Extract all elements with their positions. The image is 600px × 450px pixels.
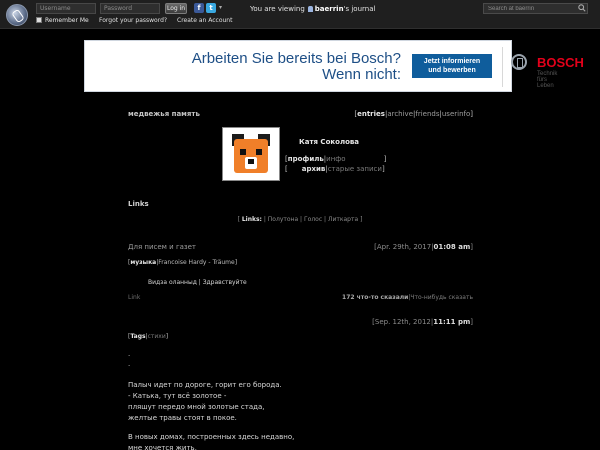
ad-brand: BOSCH (537, 55, 584, 70)
entry-time: 01:08 am (433, 243, 471, 251)
viewing-prefix: You are viewing (250, 5, 305, 13)
poem-line: - Катька, тут всё золотое - (128, 392, 227, 400)
viewing-suffix: 's journal (343, 5, 376, 13)
profile-desc: инфо (326, 155, 346, 163)
poem-line: мне хочется жить, (128, 444, 197, 450)
bear-eye-right (256, 149, 262, 155)
twitter-icon[interactable]: t (206, 3, 216, 13)
separator-mark: · (128, 362, 131, 370)
profile-links: [профиль|инфо ] [ архив|старые записи] (285, 155, 387, 173)
user-icon (308, 6, 313, 12)
poem-text (128, 380, 294, 450)
profile-link[interactable]: профиль (287, 155, 324, 163)
entry-date-text: Apr. 29th, 2017 (376, 243, 432, 251)
display-name: Катя Соколова (299, 138, 360, 146)
entry-music: [музыка|Francoise Hardy - Träume] (128, 259, 238, 266)
viewing-notice (250, 5, 375, 13)
login-button[interactable]: Log in (166, 5, 186, 12)
username-input[interactable] (36, 3, 96, 14)
remember-label: Remember Me (45, 17, 89, 24)
link-golos[interactable]: Голос (303, 216, 323, 223)
journal-nav: [entries|archive|friends|userinfo] (354, 110, 473, 118)
facebook-icon[interactable]: f (194, 3, 204, 13)
ad-cta-line1: Jetzt informieren (423, 58, 481, 65)
ad-banner[interactable] (84, 40, 584, 92)
nav-userinfo[interactable]: userinfo (441, 110, 471, 118)
entry-tags: [Tags|стихи] (128, 333, 169, 340)
top-bar (0, 0, 600, 29)
ad-divider (502, 47, 503, 87)
ad-cta-button[interactable] (412, 54, 492, 78)
nav-friends[interactable]: friends (415, 110, 440, 118)
link-litkarta[interactable]: Литкарта (327, 216, 359, 223)
entry-link[interactable]: Link (128, 294, 141, 301)
remember-checkbox[interactable] (36, 17, 42, 23)
links-label: Links: (241, 216, 262, 223)
forgot-password-link[interactable]: Forgot your password? (99, 17, 168, 24)
bear-eye-left (240, 149, 246, 155)
archive-link[interactable]: архив (301, 165, 326, 173)
bosch-emblem-icon (511, 54, 527, 70)
poem-line: Палыч идет по дороге, горит его борода. (128, 381, 282, 389)
entry-date[interactable]: [Apr. 29th, 2017|01:08 am] (374, 243, 473, 251)
add-comment-link[interactable]: Что-нибудь сказать (410, 294, 473, 301)
separator-mark: · (128, 352, 131, 360)
entry-date[interactable]: [Sep. 12th, 2012|11:11 pm] (372, 318, 473, 326)
poem-line: пляшут передо мной золотые стада, (128, 403, 265, 411)
link-polutona[interactable]: Полутона (267, 216, 299, 223)
chevron-down-icon[interactable]: ▾ (219, 4, 223, 11)
links-heading: Links (128, 200, 149, 208)
poem-line: В новых домах, построенных здесь недавно, (128, 433, 295, 441)
poem-line (128, 424, 294, 432)
poem-line: желтые травы стоят в покое. (128, 414, 237, 422)
ad-line1: Arbeiten Sie bereits bei Bosch? (191, 50, 401, 67)
links-row: [ Links: | Полутона | Голос | Литкарта ] (237, 216, 363, 223)
entry-time: 11:11 pm (433, 318, 471, 326)
search-icon[interactable] (578, 4, 586, 12)
password-input[interactable] (100, 3, 160, 14)
search-input[interactable] (483, 3, 588, 14)
viewing-user-link[interactable]: baerrin (314, 5, 344, 13)
remember-me[interactable] (36, 17, 89, 24)
archive-desc: старые записи (327, 165, 382, 173)
bear-nose (245, 157, 257, 169)
ad-line2: Wenn nicht: (322, 66, 401, 83)
comments-count-link[interactable]: 172 что-то сказали (342, 294, 409, 301)
userpic[interactable] (222, 127, 280, 181)
tag-link[interactable]: стихи (147, 333, 166, 340)
ad-tagline: Technik fürs Leben (537, 71, 558, 89)
entry-body: Видза оланныд | Здравствуйте (148, 279, 247, 286)
entry-title[interactable]: Для писем и газет (128, 243, 197, 251)
ad-cta-line2: und bewerben (428, 67, 476, 74)
nav-archive[interactable]: archive (387, 110, 414, 118)
ad-headline (95, 51, 401, 83)
nav-entries[interactable]: entries (357, 110, 385, 118)
tags-label: Tags (130, 333, 146, 340)
create-account-link[interactable]: Create an Account (177, 17, 233, 24)
livejournal-logo-icon[interactable] (6, 4, 28, 26)
entry-date-text: Sep. 12th, 2012 (374, 318, 431, 326)
journal-title: медвежья память (128, 110, 200, 118)
entry-comments: 172 что-то сказали|Что-нибудь сказать (342, 294, 473, 301)
music-value: Francoise Hardy - Träume (158, 259, 235, 266)
music-label: музыка (130, 259, 157, 266)
bear-avatar-icon (234, 139, 268, 173)
